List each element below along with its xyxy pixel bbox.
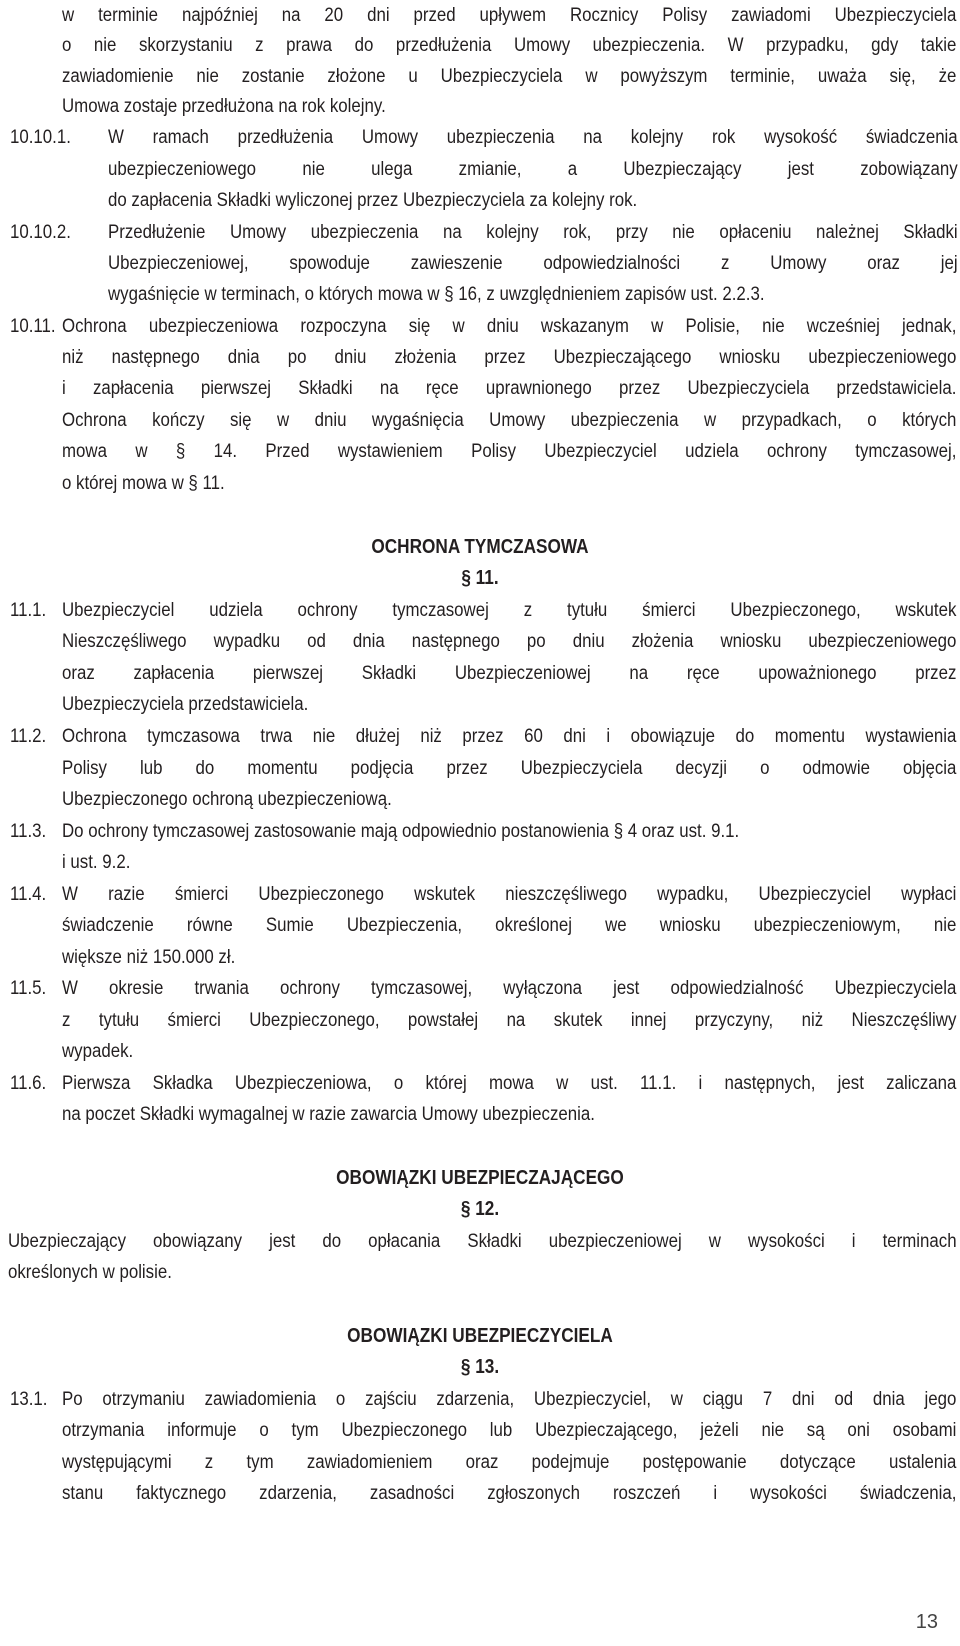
clause-number: 10.10.1.	[10, 126, 71, 148]
clause-number: 11.5.	[10, 977, 47, 999]
body-line: mowa w § 14. Przed wystawieniem Polisy Ubezpieczyciel udziela ochrony tymczasowej,	[62, 440, 957, 462]
body-line: zawiadomienie nie zostanie złożone u Ubezpieczyciela w powyższym terminie, uważa się, że	[62, 65, 957, 87]
body-line: otrzymania informuje o tym Ubezpieczonego lub Ubezpieczającego, jeżeli nie są oni osobami	[62, 1419, 957, 1441]
section-heading: OBOWIĄZKI UBEZPIECZAJĄCEGO	[336, 1167, 624, 1189]
page-number: 13	[915, 1611, 938, 1633]
clause-number: 10.10.2.	[10, 221, 71, 243]
body-line: W ramach przedłużenia Umowy ubezpieczenia na kolejny rok wysokość świadczenia	[108, 126, 958, 148]
body-line: oraz zapłacenia pierwszej Składki Ubezpieczeniowej na ręce upoważnionego przez	[62, 662, 957, 684]
body-line: Po otrzymaniu zawiadomienia o zajściu zdarzenia, Ubezpieczyciel, w ciągu 7 dni od dnia jego	[62, 1388, 957, 1410]
body-line: Umowa zostaje przedłużona na rok kolejny.	[62, 95, 386, 117]
body-line: ubezpieczeniowego nie ulega zmianie, a Ubezpieczający jest zobowiązany	[108, 158, 958, 180]
body-line: i zapłacenia pierwszej Składki na ręce uprawnionego przez Ubezpieczyciela przedstawiciela.	[62, 377, 957, 399]
body-line: do zapłacenia Składki wyliczonej przez Ubezpieczyciela za kolejny rok.	[108, 189, 638, 211]
body-line: W razie śmierci Ubezpieczonego wskutek nieszczęśliwego wypadku, Ubezpieczyciel wypłaci	[62, 883, 957, 905]
body-line: wypadek.	[62, 1040, 134, 1062]
body-line: Ubezpieczonego ochroną ubezpieczeniową.	[62, 788, 392, 810]
body-line: o nie skorzystaniu z prawa do przedłużenia Umowy ubezpieczenia. W przypadku, gdy takie	[62, 34, 957, 56]
body-line: Pierwsza Składka Ubezpieczeniowa, o której mowa w ust. 11.1. i następnych, jest zaliczana	[62, 1072, 957, 1094]
body-line: Ochrona kończy się w dniu wygaśnięcia Umowy ubezpieczenia w przypadkach, o których	[62, 409, 957, 431]
clause-number: 11.1.	[10, 599, 47, 621]
clause-number: 13.1.	[10, 1388, 48, 1410]
section-paragraph-symbol: § 12.	[460, 1198, 500, 1220]
body-line: Polisy lub do momentu podjęcia przez Ubezpieczyciela decyzji o odmowie objęcia	[62, 757, 957, 779]
body-line: w terminie najpóźniej na 20 dni przed upływem Rocznicy Polisy zawiadomi Ubezpieczyciela	[62, 4, 957, 26]
section-heading: OBOWIĄZKI UBEZPIECZYCIELA	[347, 1325, 613, 1347]
body-line: Ubezpieczyciel udziela ochrony tymczasowej z tytułu śmierci Ubezpieczonego, wskutek	[62, 599, 957, 621]
body-line: występującymi z tym zawiadomieniem oraz podejmuje postępowanie dotyczące ustalenia	[62, 1451, 957, 1473]
body-line: Ubezpieczający obowiązany jest do opłacania Składki ubezpieczeniowej w wysokości i terminach	[8, 1230, 957, 1252]
body-line: z tytułu śmierci Ubezpieczonego, powstałej na skutek innej przyczyny, niż Nieszczęśliwy	[62, 1009, 957, 1031]
clause-number: 11.6.	[10, 1072, 47, 1094]
clause-number: 11.2.	[10, 725, 47, 747]
body-line: o której mowa w § 11.	[62, 472, 225, 494]
section-paragraph-symbol: § 13.	[460, 1356, 500, 1378]
body-line: W okresie trwania ochrony tymczasowej, wyłączona jest odpowiedzialność Ubezpieczyciela	[62, 977, 957, 999]
clause-number: 11.4.	[10, 883, 47, 905]
body-line: i ust. 9.2.	[62, 851, 131, 873]
body-line: Ubezpieczeniowej, spowoduje zawieszenie odpowiedzialności z Umowy oraz jej	[108, 252, 958, 274]
body-line: wygaśnięcie w terminach, o których mowa w § 16, z uwzględnieniem zapisów ust. 2.2.3.	[108, 283, 765, 305]
body-line: większe niż 150.000 zł.	[62, 946, 236, 968]
section-paragraph-symbol: § 11.	[461, 567, 499, 589]
body-line: świadczenie równe Sumie Ubezpieczenia, określonej we wniosku ubezpieczeniowym, nie	[62, 914, 957, 936]
body-line: Ubezpieczyciela przedstawiciela.	[62, 693, 309, 715]
body-line: określonych w polisie.	[8, 1261, 172, 1283]
body-line: Ochrona tymczasowa trwa nie dłużej niż przez 60 dni i obowiązuje do momentu wystawienia	[62, 725, 957, 747]
body-line: niż następnego dnia po dniu złożenia przez Ubezpieczającego wniosku ubezpieczeniowego	[62, 346, 957, 368]
body-line: na poczet Składki wymagalnej w razie zawarcia Umowy ubezpieczenia.	[62, 1103, 595, 1125]
section-heading: OCHRONA TYMCZASOWA	[371, 536, 589, 558]
clause-number: 11.3.	[10, 820, 47, 842]
body-line: Nieszczęśliwego wypadku od dnia następnego po dniu złożenia wniosku ubezpieczeniowego	[62, 630, 957, 652]
body-line: Do ochrony tymczasowej zastosowanie mają odpowiednio postanowienia § 4 oraz ust. 9.1.	[62, 820, 740, 842]
body-line: stanu faktycznego zdarzenia, zasadności zgłoszonych roszczeń i wysokości świadczenia,	[62, 1482, 957, 1504]
body-line: Przedłużenie Umowy ubezpieczenia na kolejny rok, przy nie opłaceniu należnej Składki	[108, 221, 958, 243]
body-line: Ochrona ubezpieczeniowa rozpoczyna się w dniu wskazanym w Polisie, nie wcześniej jednak,	[62, 315, 957, 337]
clause-number: 10.11.	[10, 315, 56, 337]
